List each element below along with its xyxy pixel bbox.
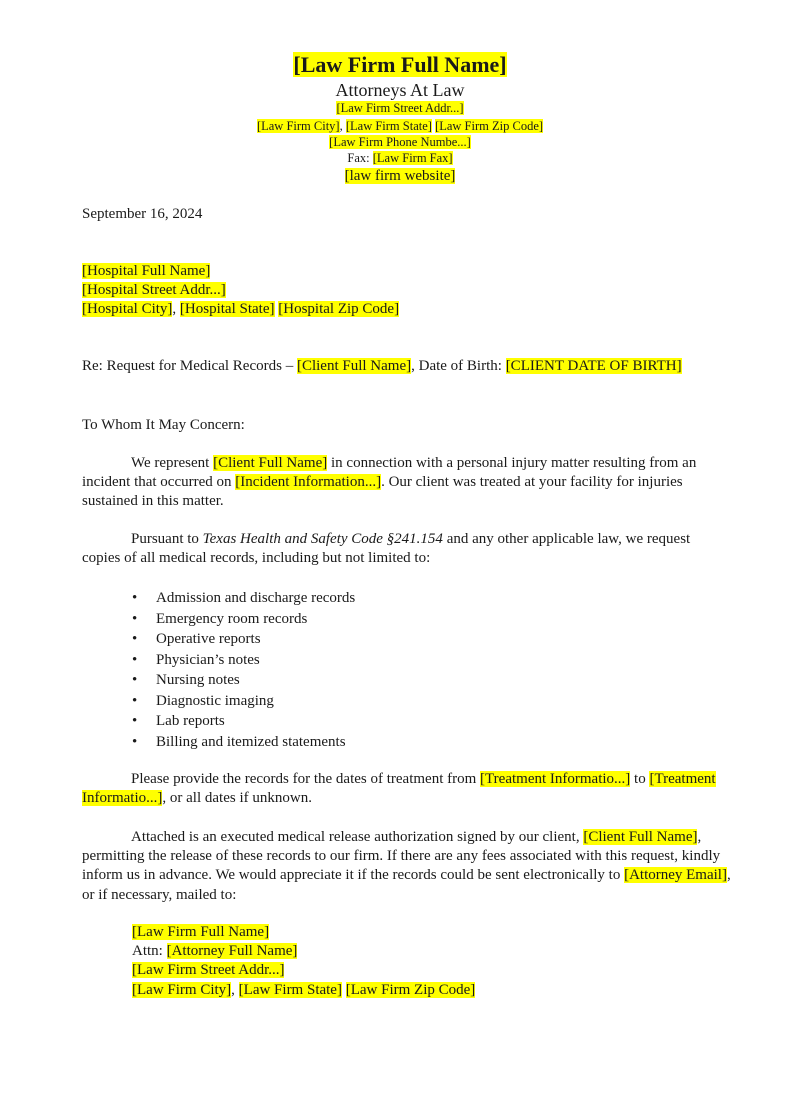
attorney-email-placeholder: [Attorney Email] [624,867,727,884]
mail-firm-placeholder: [Law Firm Full Name] [132,924,270,940]
para1-client-placeholder: [Client Full Name] [213,455,328,471]
mail-zip-placeholder: [Law Firm Zip Code] [345,981,476,998]
para2-text-1: Pursuant to [131,531,203,547]
firm-state-placeholder: [Law Firm State] [345,119,432,133]
hospital-state-placeholder: [Hospital State] [179,301,275,317]
firm-fax-placeholder: [Law Firm Fax] [372,151,453,165]
letterhead-phone [0,134,800,150]
paragraph-treatment-dates [82,770,732,808]
mail-attn-line [132,942,475,961]
mail-city-placeholder: [Law Firm City] [132,981,232,998]
re-client-placeholder: [Client Full Name] [296,358,412,374]
list-item: • Operative reports [132,629,355,650]
letterhead-subtitle: Attorneys At Law [335,80,465,100]
records-list [132,588,355,752]
para3-text-3: , or all dates if unknown. [162,790,312,807]
city-separator: , [339,119,343,133]
mail-street-line [132,961,475,980]
mail-state-placeholder: [Law Firm State] [238,981,342,998]
para1-incident-placeholder: [Incident Information...] [235,474,382,491]
para4-text-3: , or if necessary, mailed to: [82,867,731,903]
letterhead-city-line [0,118,800,134]
attorney-name-placeholder: [Attorney Full Name] [166,943,298,960]
mail-city-line [132,981,475,1000]
firm-street-placeholder: [Law Firm Street Addr...] [336,101,464,115]
para1-text-3: . Our client was treated at your facility for injuries sustained in this matter. [82,474,683,510]
firm-zip-placeholder: [Law Firm Zip Code] [435,119,544,133]
paragraph-legal-basis [82,530,732,568]
para2-text-2: and any other applicable law, we request copies of all medical records, including but not limited to: [82,531,691,567]
salutation: To Whom It May Concern: [82,417,245,433]
fax-label: Fax: [347,151,370,165]
letterhead-fax-line [0,150,800,166]
list-item: • Physician’s notes [132,650,355,671]
re-line [82,357,732,376]
hospital-street-placeholder: [Hospital Street Addr...] [82,282,226,298]
firm-website-placeholder: [law firm website] [344,168,456,184]
letterhead-firm-name [0,52,800,78]
legal-code-citation: Texas Health and Safety Code §241.154 [202,531,443,547]
para4-text-2: , permitting the release of these records to our firm. If there are any fees associated with this request, kindly inform us in advance. We would appreciate it if the records could be sent electronically to [82,829,721,884]
para1-text-1: We represent [131,455,214,471]
hospital-city-placeholder: [Hospital City] [82,301,173,317]
firm-phone-placeholder: [Law Firm Phone Numbe...] [329,135,471,149]
recipient-street [82,281,226,300]
paragraph-representation [82,454,732,512]
recipient-city-line [82,300,399,319]
re-prefix: Re: Request for Medical Records – [82,358,297,374]
mail-city-separator: , [231,981,235,998]
re-middle: , Date of Birth: [411,358,506,374]
paragraph-authorization [82,828,732,905]
letterhead-street [0,100,800,116]
firm-city-placeholder: [Law Firm City] [256,119,340,133]
para4-text-1: Attached is an executed medical release authorization signed by our client, [131,829,584,845]
recipient-name [82,262,210,281]
list-item: • Billing and itemized statements [132,732,355,753]
list-item: • Admission and discharge records [132,588,355,609]
treatment-from-placeholder: [Treatment Informatio...] [480,771,631,787]
letterhead-website [0,167,800,186]
list-item: • Emergency room records [132,609,355,630]
list-item: • Lab reports [132,711,355,732]
mail-firm-line [132,923,475,942]
list-item: • Diagnostic imaging [132,691,355,712]
hospital-name-placeholder: [Hospital Full Name] [82,263,211,279]
para3-text-1: Please provide the records for the dates of treatment from [131,771,481,787]
treatment-to-placeholder: [Treatment Informatio...] [82,771,716,807]
firm-name-placeholder: [Law Firm Full Name] [293,52,507,77]
list-item: • Nursing notes [132,670,355,691]
para3-text-2: to [630,771,650,787]
mail-street-placeholder: [Law Firm Street Addr...] [132,962,285,979]
attn-label: Attn: [132,943,167,960]
hospital-zip-placeholder: [Hospital Zip Code] [278,301,400,317]
para1-text-2: in connection with a personal injury matter resulting from an incident that occurred on [82,455,697,491]
mailing-address [132,923,475,1000]
re-dob-placeholder: [CLIENT DATE OF BIRTH] [505,358,682,374]
para4-client-placeholder: [Client Full Name] [583,829,698,845]
hospital-city-separator: , [172,301,177,317]
letter-date: September 16, 2024 [82,206,203,222]
